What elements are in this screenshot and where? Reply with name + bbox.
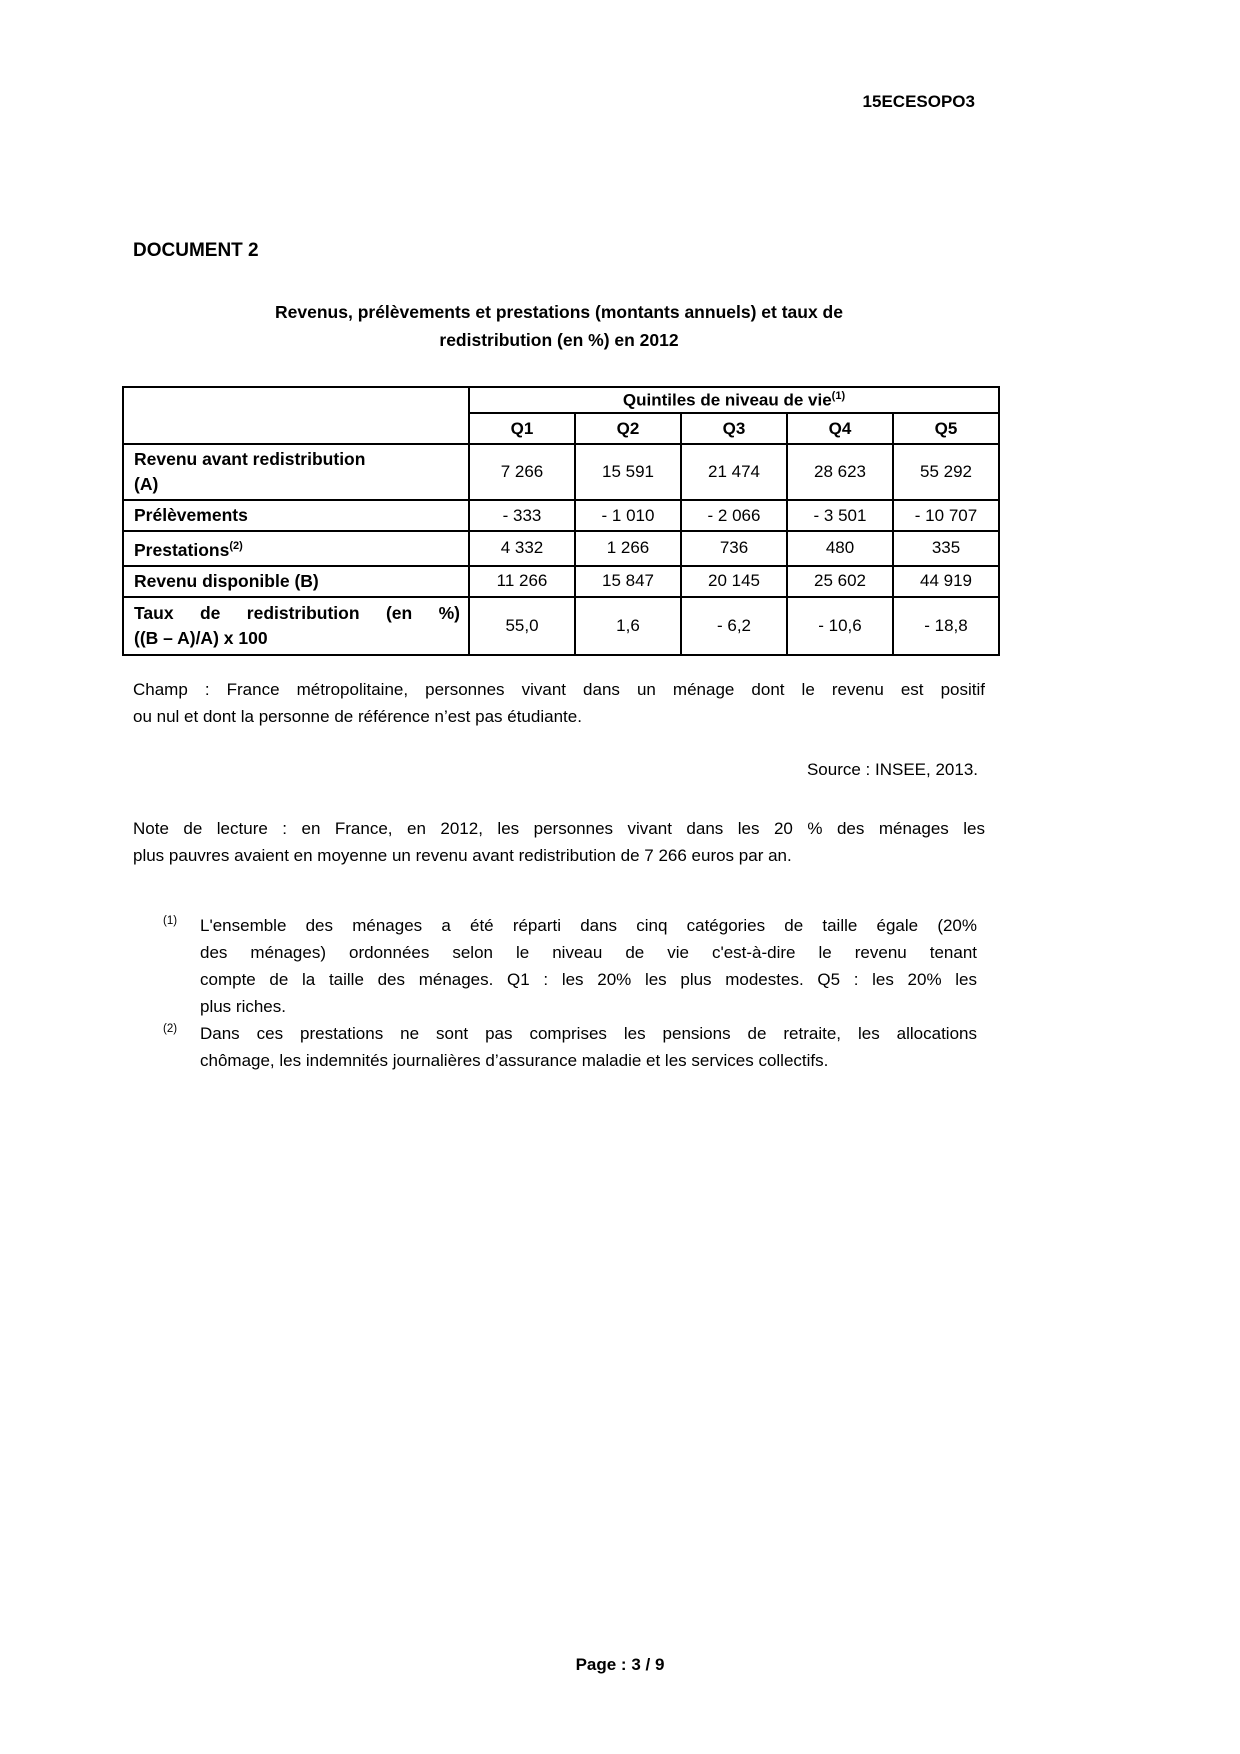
footnote-1 — [163, 912, 977, 1020]
cell-value: - 1 010 — [575, 500, 681, 531]
row-label-line: Prélèvements — [134, 505, 248, 525]
cell-value: 55 292 — [893, 444, 999, 500]
footnote-2-marker: (2) — [163, 1023, 178, 1035]
row-label-revenu-avant — [123, 444, 469, 500]
source-line: Source : INSEE, 2013. — [806, 760, 978, 779]
row-label-prelevements — [123, 500, 469, 531]
table-row-taux-redistribution — [123, 597, 999, 655]
scope-note — [133, 676, 985, 730]
footnote-2-text — [200, 1020, 977, 1074]
reading-note — [133, 815, 985, 869]
footnote-1-text — [200, 912, 977, 1020]
cell-value: 335 — [893, 531, 999, 566]
scope-note-line-2: ou nul et dont la personne de référence n’est pas étudiante. — [133, 707, 582, 726]
table-corner-cell — [123, 387, 469, 444]
footnote-line: L'ensemble des ménages a été réparti dans cinq catégories de taille égale (20% — [200, 916, 977, 935]
group-header-cell — [469, 387, 999, 413]
column-header-q3: Q3 — [681, 413, 787, 444]
exam-code: 15ECESOPO3 — [862, 92, 975, 111]
cell-value: 7 266 — [469, 444, 575, 500]
footnote-line: compte de la taille des ménages. Q1 : les 20% les plus modestes. Q5 : les 20% les — [200, 970, 977, 989]
group-header-footnote-ref: (1) — [831, 389, 846, 402]
column-header-q2: Q2 — [575, 413, 681, 444]
cell-value: - 18,8 — [893, 597, 999, 655]
cell-value: 15 591 — [575, 444, 681, 500]
cell-value: 4 332 — [469, 531, 575, 566]
reading-note-line-1: Note de lecture : en France, en 2012, les personnes vivant dans les 20 % des ménages les — [133, 819, 985, 838]
footnote-2 — [163, 1020, 977, 1074]
prestations-footnote-ref: (2) — [229, 540, 243, 552]
cell-value: - 333 — [469, 500, 575, 531]
cell-value: - 6,2 — [681, 597, 787, 655]
table-row-revenu-avant — [123, 444, 999, 500]
footnotes — [163, 912, 977, 1074]
cell-value: - 10,6 — [787, 597, 893, 655]
column-header-q1: Q1 — [469, 413, 575, 444]
row-label-prestations — [123, 531, 469, 566]
column-header-q5: Q5 — [893, 413, 999, 444]
table-row-prestations — [123, 531, 999, 566]
cell-value: - 10 707 — [893, 500, 999, 531]
cell-value: 28 623 — [787, 444, 893, 500]
cell-value: 25 602 — [787, 566, 893, 597]
cell-value: 1,6 — [575, 597, 681, 655]
scope-note-line-1: Champ : France métropolitaine, personnes vivant dans un ménage dont le revenu est positif — [133, 680, 985, 699]
column-header-q4: Q4 — [787, 413, 893, 444]
group-header-label: Quintiles de niveau de vie — [622, 390, 832, 410]
table-row-revenu-disponible — [123, 566, 999, 597]
cell-value: 44 919 — [893, 566, 999, 597]
cell-value: - 2 066 — [681, 500, 787, 531]
footnote-line: plus riches. — [200, 997, 286, 1016]
cell-value: 1 266 — [575, 531, 681, 566]
footnote-line: des ménages) ordonnées selon le niveau de vie c'est-à-dire le revenu tenant — [200, 943, 977, 962]
reading-note-line-2: plus pauvres avaient en moyenne un revenu avant redistribution de 7 266 euros par an. — [133, 846, 792, 865]
page-number: Page : 3 / 9 — [575, 1655, 665, 1674]
row-label-line: Revenu disponible (B) — [134, 570, 319, 591]
footnote-line: chômage, les indemnités journalières d’assurance maladie et les services collectifs. — [200, 1051, 829, 1070]
cell-value: 15 847 — [575, 566, 681, 597]
cell-value: 20 145 — [681, 566, 787, 597]
footnote-line: Dans ces prestations ne sont pas comprises les pensions de retraite, les allocations — [200, 1024, 977, 1043]
row-label-taux-redistribution — [123, 597, 469, 655]
quintiles-table — [122, 386, 1000, 656]
footnote-1-marker: (1) — [163, 915, 178, 927]
table-title-line-2: redistribution (en %) en 2012 — [439, 330, 679, 350]
cell-value: 21 474 — [681, 444, 787, 500]
row-label-line: (A) — [134, 474, 159, 494]
group-header-row — [123, 387, 999, 413]
row-label-text: Prestations — [134, 539, 230, 560]
cell-value: 736 — [681, 531, 787, 566]
table-title — [133, 298, 985, 354]
document-label: DOCUMENT 2 — [133, 240, 259, 261]
cell-value: - 3 501 — [787, 500, 893, 531]
table-row-prelevements — [123, 500, 999, 531]
cell-value: 11 266 — [469, 566, 575, 597]
row-label-line: ((B – A)/A) x 100 — [134, 627, 268, 648]
table-title-line-1: Revenus, prélèvements et prestations (montants annuels) et taux de — [275, 302, 843, 322]
row-label-line — [134, 534, 460, 563]
row-label-revenu-disponible — [123, 566, 469, 597]
cell-value: 55,0 — [469, 597, 575, 655]
row-label-line: Taux de redistribution (en %) — [134, 602, 460, 623]
row-label-line: Revenu avant redistribution — [134, 449, 366, 469]
cell-value: 480 — [787, 531, 893, 566]
